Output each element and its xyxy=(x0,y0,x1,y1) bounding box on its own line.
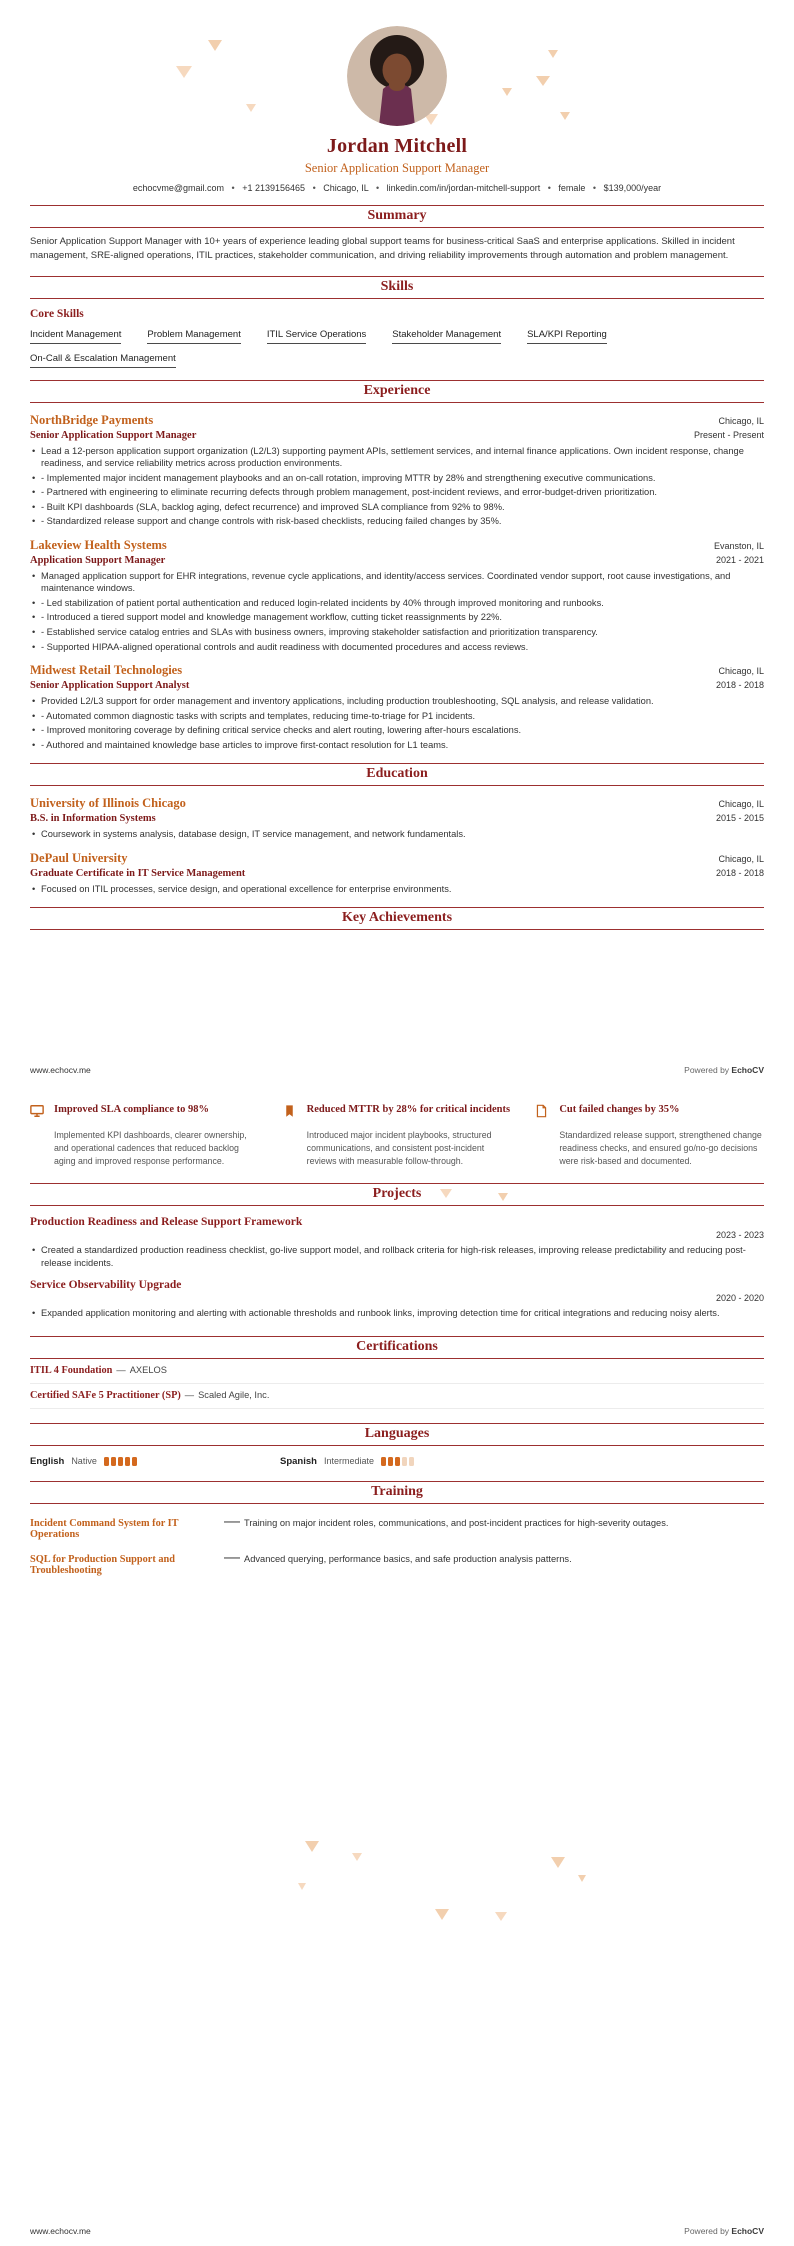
bullet: • Provided L2/L3 support for order management and inventory applications, including production troubleshooting, SQL analysis, and release validation. xyxy=(30,695,764,708)
section-title-experience: Experience xyxy=(363,382,431,398)
skills-list xyxy=(30,329,764,368)
page-footer xyxy=(30,1065,764,1075)
resume-page-1 xyxy=(0,0,794,1085)
footer-powered-prefix: Powered by xyxy=(684,1065,732,1075)
skill-item: Problem Management xyxy=(147,329,240,344)
bullet: • Created a standardized production readiness checklist, go-live support model, and rollback criteria for high-risk releases, improving release predictability and reducing post-release incidents. xyxy=(30,1244,764,1269)
footer-brand-link[interactable]: EchoCV xyxy=(731,2226,764,2236)
candidate-name: Jordan Mitchell xyxy=(326,135,468,157)
section-title-certifications: Certifications xyxy=(356,1338,438,1354)
company-location: Chicago, IL xyxy=(718,666,764,677)
contact-separator: • xyxy=(375,183,380,193)
footer-powered-prefix: Powered by xyxy=(684,2226,732,2236)
bullet: • - Supported HIPAA-aligned operational controls and audit readiness with documented procedures and access reviews. xyxy=(30,641,764,654)
skill-item: On-Call & Escalation Management xyxy=(30,353,176,368)
section-title-projects: Projects xyxy=(372,1186,422,1202)
contact-separator: • xyxy=(547,183,551,193)
divider xyxy=(30,298,764,299)
bullet: • - Implemented major incident management playbooks and an on-call rotation, improving MTTR by 28% and strengthening executive communications. xyxy=(30,472,764,485)
education-entry xyxy=(30,851,764,896)
achievement-card xyxy=(535,1103,764,1167)
achievement-text: Standardized release support, strengthened change readiness checks, and ensured go/no-go decisions were risk-based and documented. xyxy=(559,1130,762,1166)
language-level: Native xyxy=(71,1456,97,1467)
divider xyxy=(30,1205,764,1206)
degree-title: Graduate Certificate in IT Service Management xyxy=(30,867,246,879)
achievements-grid xyxy=(30,1085,764,1167)
decor-triangle xyxy=(305,1841,319,1852)
company-name: Midwest Retail Technologies xyxy=(30,663,183,678)
resume-header xyxy=(30,0,764,193)
training-description: Advanced querying, performance basics, and safe production analysis patterns. xyxy=(244,1553,572,1564)
contact-phone: +1 2139156465 xyxy=(242,183,306,193)
language-item xyxy=(30,1456,280,1467)
achievement-title: Improved SLA compliance to 98% xyxy=(54,1104,209,1115)
section-key-achievements-header xyxy=(30,907,764,930)
project-title: Service Observability Upgrade xyxy=(30,1279,182,1292)
decor-triangle xyxy=(435,1909,449,1920)
decor-triangle xyxy=(551,1857,565,1868)
school-name: University of Illinois Chicago xyxy=(30,796,186,811)
achievement-title: Reduced MTTR by 28% for critical incidents xyxy=(306,1104,511,1115)
proficiency-dot-filled xyxy=(381,1457,386,1466)
candidate-title: Senior Application Support Manager xyxy=(304,161,490,175)
page-footer xyxy=(30,2226,764,2236)
bullet: • - Built KPI dashboards (SLA, backlog aging, defect recurrence) and improved SLA compliance from 92% to 98%. xyxy=(30,501,764,514)
bullet: • - Improved monitoring coverage by defining critical service checks and alert routing, lowering after-hours escalations. xyxy=(30,724,764,737)
footer-site-link[interactable]: www.echocv.me xyxy=(30,2226,91,2236)
skill-item: SLA/KPI Reporting xyxy=(527,329,607,344)
bullet: • - Introduced a tiered support model and knowledge management workflow, cutting ticket reassignments by 22%. xyxy=(30,611,764,624)
bookmark-icon xyxy=(283,1103,303,1123)
training-item xyxy=(30,1513,764,1540)
project-dates: 2020 - 2020 xyxy=(715,1293,764,1304)
document-icon xyxy=(535,1103,555,1123)
proficiency-dot-empty xyxy=(409,1457,414,1466)
role-dates: 2021 - 2021 xyxy=(715,554,764,565)
bullet: • - Partnered with engineering to eliminate recurring defects through problem management, post-incident reviews, and error-budget-driven prioritization. xyxy=(30,486,764,499)
skill-item: ITIL Service Operations xyxy=(267,329,366,344)
proficiency-dot-filled xyxy=(132,1457,137,1466)
certification-name: Certified SAFe 5 Practitioner (SP) xyxy=(30,1389,181,1401)
language-proficiency-dots xyxy=(104,1457,137,1466)
bullet-list xyxy=(30,445,764,528)
divider xyxy=(30,402,764,403)
dash-separator: — xyxy=(224,1548,240,1566)
contact-location: Chicago, IL xyxy=(323,183,369,193)
dash-separator: — xyxy=(184,1389,195,1400)
role-title: Application Support Manager xyxy=(30,554,166,566)
bullet: • Managed application support for EHR integrations, revenue cycle applications, and identity/access services. Coordinated vendor support, root cause investigations, and maintenance windows. xyxy=(30,570,764,595)
company-name: NorthBridge Payments xyxy=(30,412,154,427)
skills-group-title: Core Skills xyxy=(30,307,84,320)
project-dates: 2023 - 2023 xyxy=(715,1230,764,1241)
bullet: • - Established service catalog entries and SLAs with business owners, improving stakeholder satisfaction and prioritization transparency. xyxy=(30,626,764,639)
bullet: • - Standardized release support and change controls with risk-based checklists, reducing failed changes by 35%. xyxy=(30,515,764,528)
education-entry xyxy=(30,796,764,841)
section-title-languages: Languages xyxy=(364,1425,430,1441)
decor-triangle xyxy=(298,1883,306,1890)
dash-separator: — xyxy=(116,1364,126,1375)
language-proficiency-dots xyxy=(381,1457,414,1466)
proficiency-dot-filled xyxy=(118,1457,123,1466)
footer-powered xyxy=(684,2226,764,2236)
experience-entry xyxy=(30,663,764,751)
achievement-title: Cut failed changes by 35% xyxy=(559,1104,680,1115)
certification-issuer: Scaled Agile, Inc. xyxy=(198,1389,270,1400)
languages-row xyxy=(30,1456,764,1467)
training-name: SQL for Production Support and Troubleshooting xyxy=(30,1553,175,1576)
proficiency-dot-filled xyxy=(395,1457,400,1466)
language-item xyxy=(280,1456,530,1467)
contact-separator: • xyxy=(231,183,235,193)
contact-salary: $139,000/year xyxy=(603,183,662,193)
project-entry xyxy=(30,1216,764,1269)
summary-text: Senior Application Support Manager with 10+ years of experience leading global support teams for business-critical SaaS and enterprise applications. Skilled in incident management, SRE-aligned operations, ITIL practices, stakeholder communication, and driving reliability improvements through automation and problem management. xyxy=(30,236,735,262)
bullet-list xyxy=(30,1244,764,1269)
dash-separator: — xyxy=(224,1512,240,1530)
footer-site-link[interactable]: www.echocv.me xyxy=(30,1065,91,1075)
school-name: DePaul University xyxy=(30,850,128,865)
section-education xyxy=(30,763,764,895)
skill-item: Incident Management xyxy=(30,329,121,344)
skill-item: Stakeholder Management xyxy=(392,329,501,344)
contact-bar xyxy=(30,183,764,193)
bullet: • Expanded application monitoring and alerting with actionable thresholds and runbook links, improving detection time for critical integrations and reducing noisy alerts. xyxy=(30,1307,764,1320)
company-name: Lakeview Health Systems xyxy=(30,537,167,552)
school-location: Chicago, IL xyxy=(718,799,764,810)
section-training xyxy=(30,1481,764,1576)
role-title: Senior Application Support Analyst xyxy=(30,680,190,692)
degree-dates: 2015 - 2015 xyxy=(715,813,764,824)
section-title-key-achievements: Key Achievements xyxy=(341,910,453,926)
section-title-education: Education xyxy=(366,766,428,782)
training-name: Incident Command System for IT Operations xyxy=(30,1517,179,1540)
proficiency-dot-filled xyxy=(104,1457,109,1466)
language-name: English xyxy=(30,1455,65,1467)
role-dates: 2018 - 2018 xyxy=(715,680,764,691)
contact-linkedin[interactable]: linkedin.com/in/jordan-mitchell-support xyxy=(386,183,541,193)
bullet: • - Led stabilization of patient portal authentication and reduced login-related incidents by 40% through improved monitoring and runbooks. xyxy=(30,597,764,610)
bullet-list xyxy=(30,695,764,751)
divider xyxy=(30,1445,764,1446)
section-projects xyxy=(30,1183,764,1320)
section-title-summary: Summary xyxy=(367,208,427,223)
decor-triangle xyxy=(352,1853,362,1861)
experience-entry xyxy=(30,538,764,653)
proficiency-dot-filled xyxy=(125,1457,130,1466)
role-title: Senior Application Support Manager xyxy=(30,429,197,441)
achievement-text: Implemented KPI dashboards, clearer ownership, and operational cadences that reduced backlog aging and improved response performance. xyxy=(54,1130,247,1166)
proficiency-dot-filled xyxy=(111,1457,116,1466)
training-description: Training on major incident roles, communications, and post-incident practices for high-severity outages. xyxy=(244,1517,669,1528)
divider xyxy=(30,1503,764,1504)
resume-page-2 xyxy=(0,1085,794,2246)
section-languages xyxy=(30,1423,764,1467)
profile-photo xyxy=(347,26,447,126)
bullet: • Lead a 12-person application support organization (L2/L3) supporting payment APIs, settlement services, and internal finance applications. Own incident response, change readiness, and service reliability metrics across production environments. xyxy=(30,445,764,470)
achievement-card xyxy=(283,1103,512,1167)
contact-gender: female xyxy=(558,183,586,193)
footer-brand-link[interactable]: EchoCV xyxy=(731,1065,764,1075)
section-skills xyxy=(30,276,764,368)
company-location: Chicago, IL xyxy=(718,415,764,426)
monitor-icon xyxy=(30,1103,50,1123)
decor-triangle xyxy=(495,1912,507,1921)
section-title-skills: Skills xyxy=(380,278,414,294)
decor-triangle xyxy=(578,1875,586,1882)
school-location: Chicago, IL xyxy=(718,853,764,864)
achievement-card xyxy=(30,1103,259,1167)
project-title: Production Readiness and Release Support Framework xyxy=(30,1216,303,1229)
divider xyxy=(30,929,764,930)
certification-issuer: AXELOS xyxy=(129,1364,167,1375)
section-title-training: Training xyxy=(371,1483,423,1499)
achievement-text: Introduced major incident playbooks, structured communications, and consistent post-incident reviews with measurable follow-through. xyxy=(306,1130,492,1166)
bullet-list xyxy=(30,1307,764,1320)
proficiency-dot-filled xyxy=(388,1457,393,1466)
language-level: Intermediate xyxy=(323,1456,374,1467)
contact-separator: • xyxy=(592,183,597,193)
bullet-list xyxy=(30,570,764,653)
section-certifications xyxy=(30,1336,764,1409)
contact-email[interactable]: echocvme@gmail.com xyxy=(132,183,225,193)
role-dates: Present - Present xyxy=(693,429,764,440)
project-entry xyxy=(30,1279,764,1320)
experience-entry xyxy=(30,413,764,528)
section-experience xyxy=(30,380,764,752)
divider xyxy=(30,227,764,228)
certification-item xyxy=(30,1359,764,1384)
bullet: • Focused on ITIL processes, service design, and operational excellence for enterprise environments. xyxy=(30,883,764,896)
contact-separator: • xyxy=(312,183,316,193)
proficiency-dot-empty xyxy=(402,1457,407,1466)
degree-title: B.S. in Information Systems xyxy=(30,813,156,825)
certification-name: ITIL 4 Foundation xyxy=(30,1364,113,1376)
certification-item xyxy=(30,1384,764,1409)
bullet-list xyxy=(30,828,764,841)
divider xyxy=(30,785,764,786)
bullet-list xyxy=(30,883,764,896)
language-name: Spanish xyxy=(280,1455,317,1467)
bullet: • - Authored and maintained knowledge base articles to improve first-contact resolution for L1 teams. xyxy=(30,739,764,752)
footer-powered xyxy=(684,1065,764,1075)
training-item xyxy=(30,1549,764,1576)
company-location: Evanston, IL xyxy=(713,540,764,551)
section-summary xyxy=(30,205,764,264)
degree-dates: 2018 - 2018 xyxy=(715,867,764,878)
bullet: • - Automated common diagnostic tasks with scripts and templates, reducing time-to-triage for P1 incidents. xyxy=(30,710,764,723)
bullet: • Coursework in systems analysis, database design, IT service management, and network fundamentals. xyxy=(30,828,764,841)
